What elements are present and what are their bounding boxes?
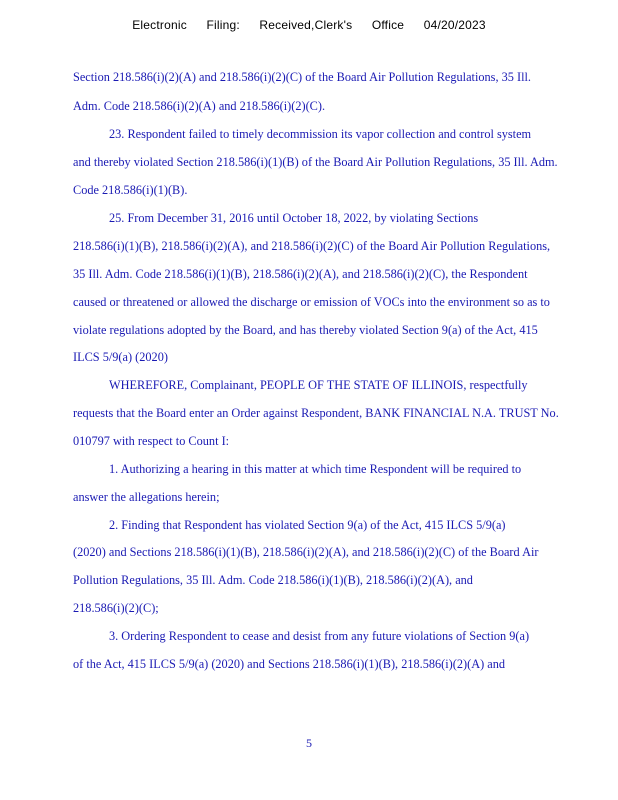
paragraph-23: 23. Respondent failed to timely decommission its vapor collection and control system xyxy=(109,127,532,141)
stamp-part-filing: Filing: xyxy=(206,18,240,32)
body-line: caused or threatened or allowed the discharge or emission of VOCs into the environment so as to xyxy=(73,295,550,309)
body-line: violate regulations adopted by the Board, and has thereby violated Section 9(a) of the Act, 415 xyxy=(73,323,538,337)
body-line: 010797 with respect to Count I: xyxy=(73,434,230,448)
stamp-part-received: Received,Clerk's xyxy=(259,18,353,32)
body-line: Adm. Code 218.586(i)(2)(A) and 218.586(i)(2)(C). xyxy=(73,99,326,113)
body-line: 218.586(i)(2)(C); xyxy=(73,601,159,615)
body-line: Pollution Regulations, 35 Ill. Adm. Code 218.586(i)(1)(B), 218.586(i)(2)(A), and xyxy=(73,573,473,587)
body-line: ILCS 5/9(a) (2020) xyxy=(73,350,168,364)
stamp-part-electronic: Electronic xyxy=(132,18,187,32)
wherefore-clause: WHEREFORE, Complainant, PEOPLE OF THE STATE OF ILLINOIS, respectfully xyxy=(109,378,528,392)
relief-item-1: 1. Authorizing a hearing in this matter at which time Respondent will be required to xyxy=(109,462,522,476)
body-line: Section 218.586(i)(2)(A) and 218.586(i)(2)(C) of the Board Air Pollution Regulations, 35 Ill. xyxy=(73,70,531,84)
body-line: 35 Ill. Adm. Code 218.586(i)(1)(B), 218.586(i)(2)(A), and 218.586(i)(2)(C), the Respondent xyxy=(73,267,528,281)
electronic-filing-stamp xyxy=(0,18,618,32)
body-line: (2020) and Sections 218.586(i)(1)(B), 218.586(i)(2)(A), and 218.586(i)(2)(C) of the Board Air xyxy=(73,545,539,559)
stamp-part-date: 04/20/2023 xyxy=(423,18,486,32)
body-line: and thereby violated Section 218.586(i)(1)(B) of the Board Air Pollution Regulations, 35 Ill. Adm. xyxy=(73,155,558,169)
body-line: Code 218.586(i)(1)(B). xyxy=(73,183,188,197)
relief-item-3: 3. Ordering Respondent to cease and desist from any future violations of Section 9(a) xyxy=(109,629,530,643)
stamp-part-office: Office xyxy=(371,18,405,32)
body-line: requests that the Board enter an Order against Respondent, BANK FINANCIAL N.A. TRUST No. xyxy=(73,406,559,420)
paragraph-25: 25. From December 31, 2016 until October 18, 2022, by violating Sections xyxy=(109,211,479,225)
body-line: of the Act, 415 ILCS 5/9(a) (2020) and Sections 218.586(i)(1)(B), 218.586(i)(2)(A) and xyxy=(73,657,506,671)
page-number: 5 xyxy=(306,736,312,750)
body-line: 218.586(i)(1)(B), 218.586(i)(2)(A), and 218.586(i)(2)(C) of the Board Air Pollution Regulations, xyxy=(73,239,551,253)
relief-item-2: 2. Finding that Respondent has violated Section 9(a) of the Act, 415 ILCS 5/9(a) xyxy=(109,518,506,532)
body-line: answer the allegations herein; xyxy=(73,490,220,504)
